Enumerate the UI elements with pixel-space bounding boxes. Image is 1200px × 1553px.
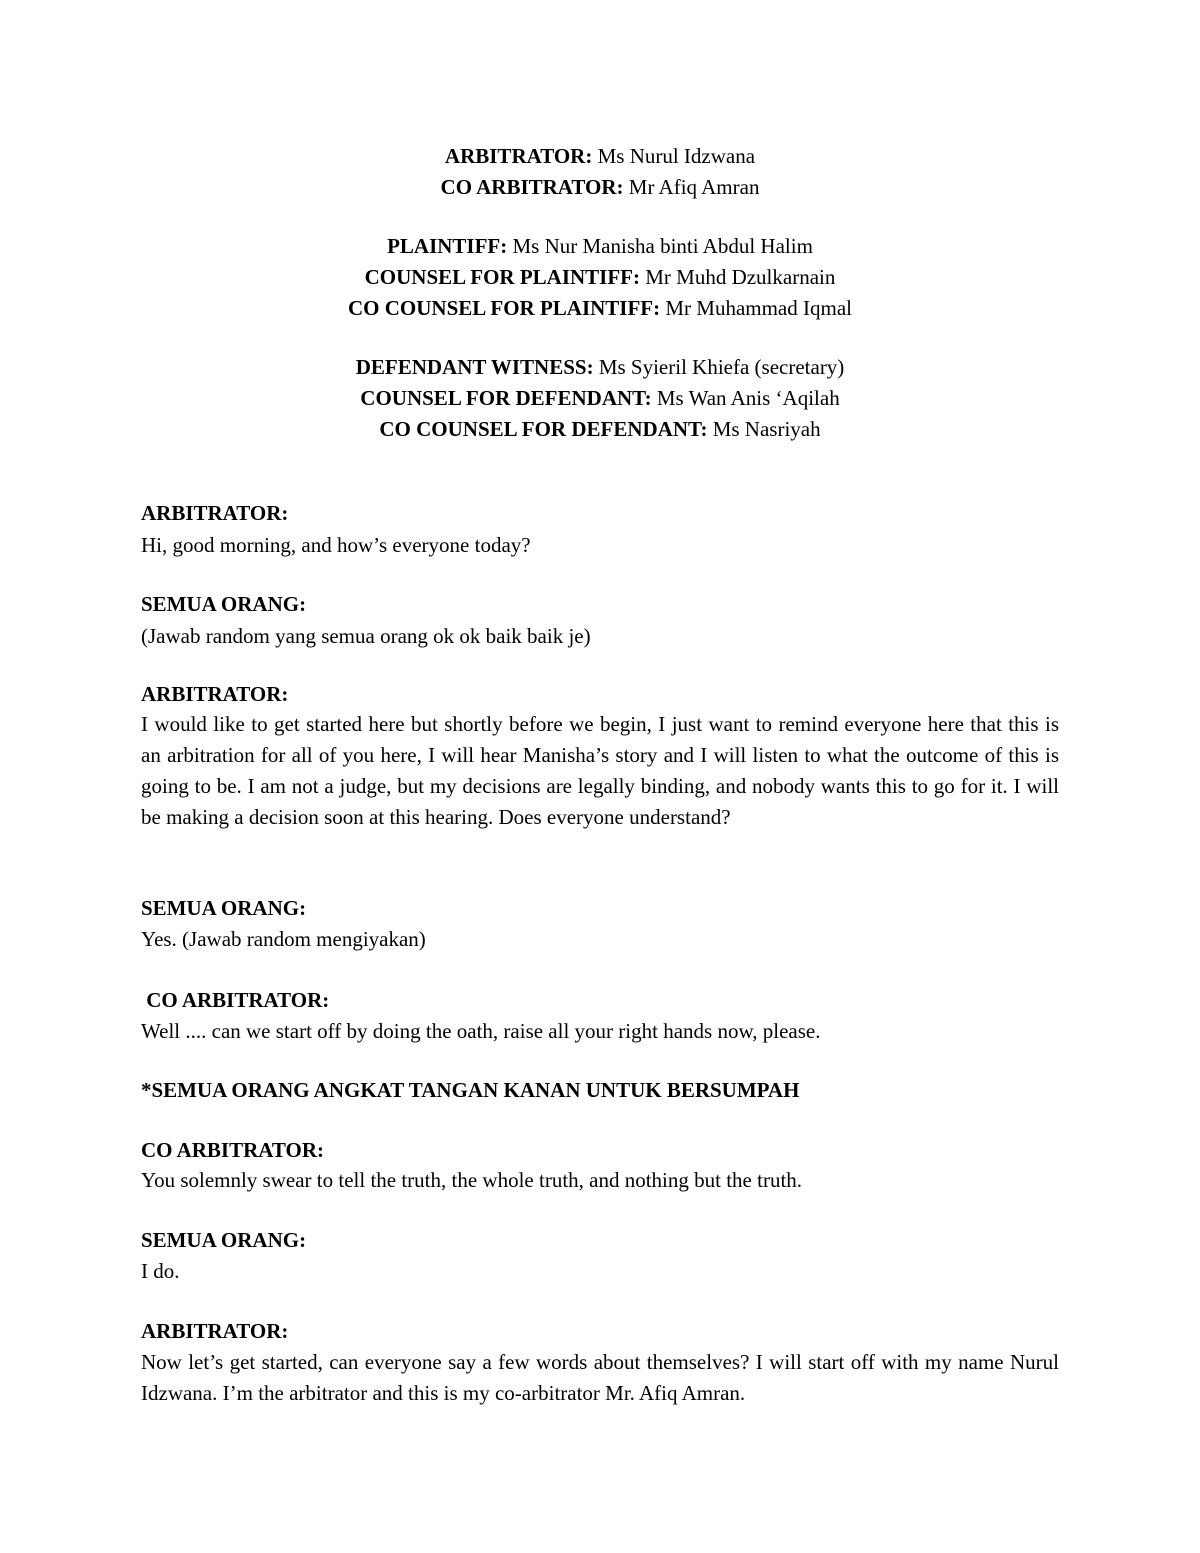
speaker-label: CO ARBITRATOR: bbox=[141, 1138, 325, 1162]
cast-name: Ms Syieril Khiefa (secretary) bbox=[593, 355, 845, 379]
cast-line-co-arbitrator bbox=[0, 172, 1200, 203]
cast-group-plaintiff bbox=[0, 231, 1200, 324]
speech-text: (Jawab random yang semua orang ok ok baik baik je) bbox=[141, 624, 591, 648]
cast-line-co-counsel-defendant bbox=[0, 414, 1200, 445]
speaker-label: ARBITRATOR: bbox=[141, 501, 289, 525]
cast-role: CO COUNSEL FOR PLAINTIFF: bbox=[348, 296, 661, 320]
speech-text: Yes. (Jawab random mengiyakan) bbox=[141, 927, 426, 951]
cast-line-arbitrator bbox=[0, 141, 1200, 172]
speech-text: You solemnly swear to tell the truth, the whole truth, and nothing but the truth. bbox=[141, 1168, 803, 1192]
cast-line-plaintiff bbox=[0, 231, 1200, 262]
cast-group-arbitrators bbox=[0, 141, 1200, 203]
speech-text: I would like to get started here but shortly before we begin, I just want to remind everyone here that this is an arbitration for all of you here, I will hear Manisha’s story and I will listen to what the outcome of this is going to be. I am not a judge, but my decisions are legally binding, and nobody wants this to go for it. I will be making a decision soon at this hearing. Does everyone understand? bbox=[141, 712, 1059, 829]
speech-text: Well .... can we start off by doing the oath, raise all your right hands now, please. bbox=[141, 1019, 821, 1043]
cast-name: Ms Wan Anis ‘Aqilah bbox=[651, 386, 840, 410]
speech-text: Hi, good morning, and how’s everyone today? bbox=[141, 533, 531, 557]
cast-group-defendant bbox=[0, 352, 1200, 445]
speaker-label: SEMUA ORANG: bbox=[141, 1228, 307, 1252]
cast-line-counsel-plaintiff bbox=[0, 262, 1200, 293]
cast-line-defendant-witness bbox=[0, 352, 1200, 383]
speaker-label: ARBITRATOR: bbox=[141, 1319, 289, 1343]
cast-role: ARBITRATOR: bbox=[444, 144, 593, 168]
cast-name: Mr Afiq Amran bbox=[623, 175, 760, 199]
speaker-label: ARBITRATOR: bbox=[141, 682, 289, 706]
speech-text: I do. bbox=[141, 1259, 180, 1283]
cast-role: CO ARBITRATOR: bbox=[440, 175, 624, 199]
cast-role: PLAINTIFF: bbox=[387, 234, 508, 258]
cast-name: Ms Nasriyah bbox=[707, 417, 821, 441]
cast-role: COUNSEL FOR PLAINTIFF: bbox=[364, 265, 640, 289]
speaker-label: SEMUA ORANG: bbox=[141, 896, 307, 920]
cast-name: Mr Muhd Dzulkarnain bbox=[639, 265, 836, 289]
cast-line-counsel-defendant bbox=[0, 383, 1200, 414]
cast-role: CO COUNSEL FOR DEFENDANT: bbox=[379, 417, 708, 441]
cast-role: COUNSEL FOR DEFENDANT: bbox=[360, 386, 652, 410]
cast-name: Ms Nur Manisha binti Abdul Halim bbox=[507, 234, 813, 258]
speech-text: Now let’s get started, can everyone say a few words about themselves? I will start off with my name Nurul Idzwana. I’m the arbitrator and this is my co-arbitrator Mr. Afiq Amran. bbox=[141, 1350, 1059, 1405]
cast-name: Ms Nurul Idzwana bbox=[592, 144, 756, 168]
stage-direction: *SEMUA ORANG ANGKAT TANGAN KANAN UNTUK BERSUMPAH bbox=[141, 1078, 800, 1102]
cast-role: DEFENDANT WITNESS: bbox=[355, 355, 594, 379]
speaker-label: CO ARBITRATOR: bbox=[141, 988, 330, 1012]
cast-line-co-counsel-plaintiff bbox=[0, 293, 1200, 324]
speaker-label: SEMUA ORANG: bbox=[141, 592, 307, 616]
cast-name: Mr Muhammad Iqmal bbox=[660, 296, 852, 320]
